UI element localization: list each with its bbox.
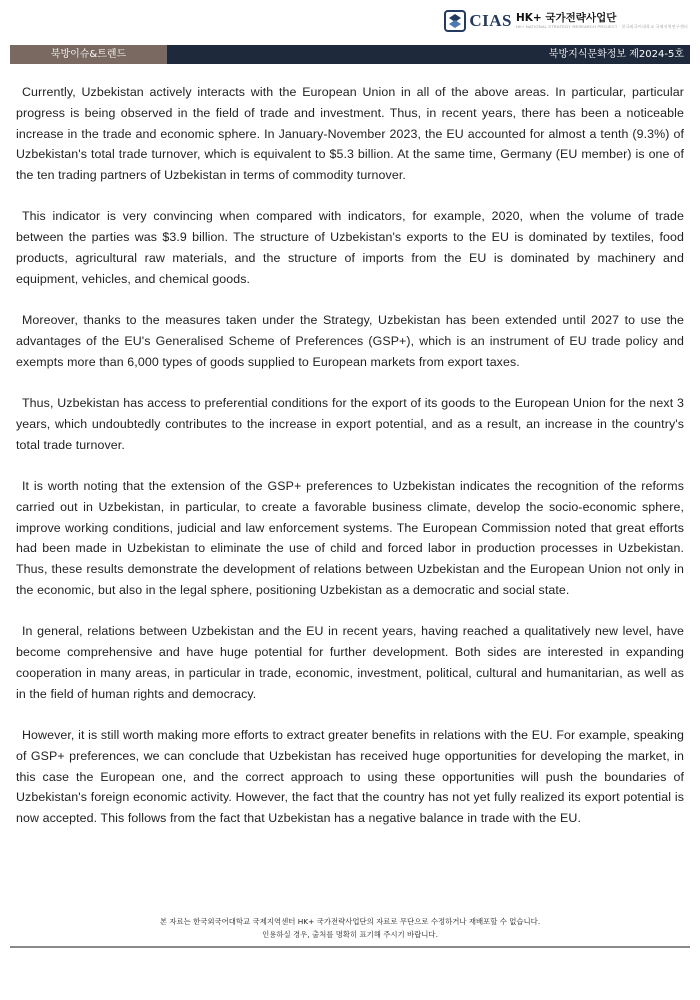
logo-subtitle: HK+ NATIONAL STRATEGY RESEARCH PROJECT · 한국외국어대학교 국제지역연구센터 xyxy=(516,24,688,30)
paragraph: Moreover, thanks to the measures taken under the Strategy, Uzbekistan has been extended until 2027 to use the advantages of the EU's Generalised Scheme of Preferences (GSP+), which is an instrument of EU trade policy and exempts more than 6,000 types of goods supplied to European markets from export taxes. xyxy=(16,313,684,369)
paragraph: In general, relations between Uzbekistan and the EU in recent years, having reached a qualitatively new level, have become comprehensive and have huge potential for further development. Both sides are interested in expanding cooperation in many areas, in particular in trade, economic, investment, political, cultural and humanitarian, as well as in the field of human rights and democracy. xyxy=(16,624,684,701)
header-band xyxy=(10,45,690,64)
footer-divider xyxy=(10,946,690,948)
copyright-notice xyxy=(0,916,700,941)
logo-wordmark: CIAS xyxy=(469,11,512,30)
issue-label: 북방지식문화정보 제2024-5호 xyxy=(548,49,684,60)
citation-line: 인용하실 경우, 출처를 명확히 표기해 주시기 바랍니다. xyxy=(262,929,438,939)
paragraph: It is worth noting that the extension of the GSP+ preferences to Uzbekistan indicates the recognition of the reforms carried out in Uzbekistan, in particular, to create a favorable business climate, develop the socio-economic sphere, improve working conditions, judicial and law enforcement systems. The European Commission noted that great efforts had been made in Uzbekistan to eliminate the use of child and forced labor in production processes in Uzbekistan. Thus, these results demonstrate the development of relations between Uzbekistan and the European Union not only in the economic, but also in the legal sphere, positioning Uzbekistan as a democratic and social state. xyxy=(16,478,684,597)
section-label: 북방이슈&트렌드 xyxy=(10,45,167,64)
paragraph: Thus, Uzbekistan has access to preferential conditions for the export of its goods to the European Union for the next 3 years, which undoubtedly contributes to the increase in export potential, and as a result, an increase in the country's total trade turnover. xyxy=(16,396,684,452)
paragraph: This indicator is very convincing when compared with indicators, for example, 2020, when the volume of trade between the parties was $3.9 billion. The structure of Uzbekistan's exports to the EU is dominated by textiles, food products, agricultural raw materials, and the structure of imports from the EU is dominated by machinery and equipment, vehicles, and chemical goods. xyxy=(16,209,684,286)
logo-title: HK+ 국가전략사업단 xyxy=(516,11,617,24)
article-body xyxy=(16,82,684,849)
paragraph: However, it is still worth making more efforts to extract greater benefits in relations with the EU. For example, speaking of GSP+ preferences, we can conclude that Uzbekistan has received huge opportunities for developing the market, in this case the European one, and the correct approach to using these opportunities will push the boundaries of Uzbekistan's foreign economic activity. However, the fact that the country has not yet fully realized its export potential is now accepted. This follows from the fact that Uzbekistan has a negative balance in trade with the EU. xyxy=(16,727,684,826)
cias-logo xyxy=(444,10,688,32)
copyright-line: 본 자료는 한국외국어대학교 국제지역센터 HK+ 국가전략사업단의 자료로 무단으로 수정하거나 재배포할 수 없습니다. xyxy=(159,917,541,926)
cias-emblem-icon xyxy=(444,10,466,32)
paragraph: Currently, Uzbekistan actively interacts with the European Union in all of the above areas. In particular, particular progress is being observed in the field of trade and investment. Thus, in recent years, there has been a noticeable increase in the trade and economic sphere. In January-November 2023, the EU accounted for almost a tenth (9.3%) of Uzbekistan's total trade turnover, which is equivalent to $5.3 billion. At the same time, Germany (EU member) is one of the ten trading partners of Uzbekistan in terms of commodity turnover. xyxy=(16,85,684,183)
